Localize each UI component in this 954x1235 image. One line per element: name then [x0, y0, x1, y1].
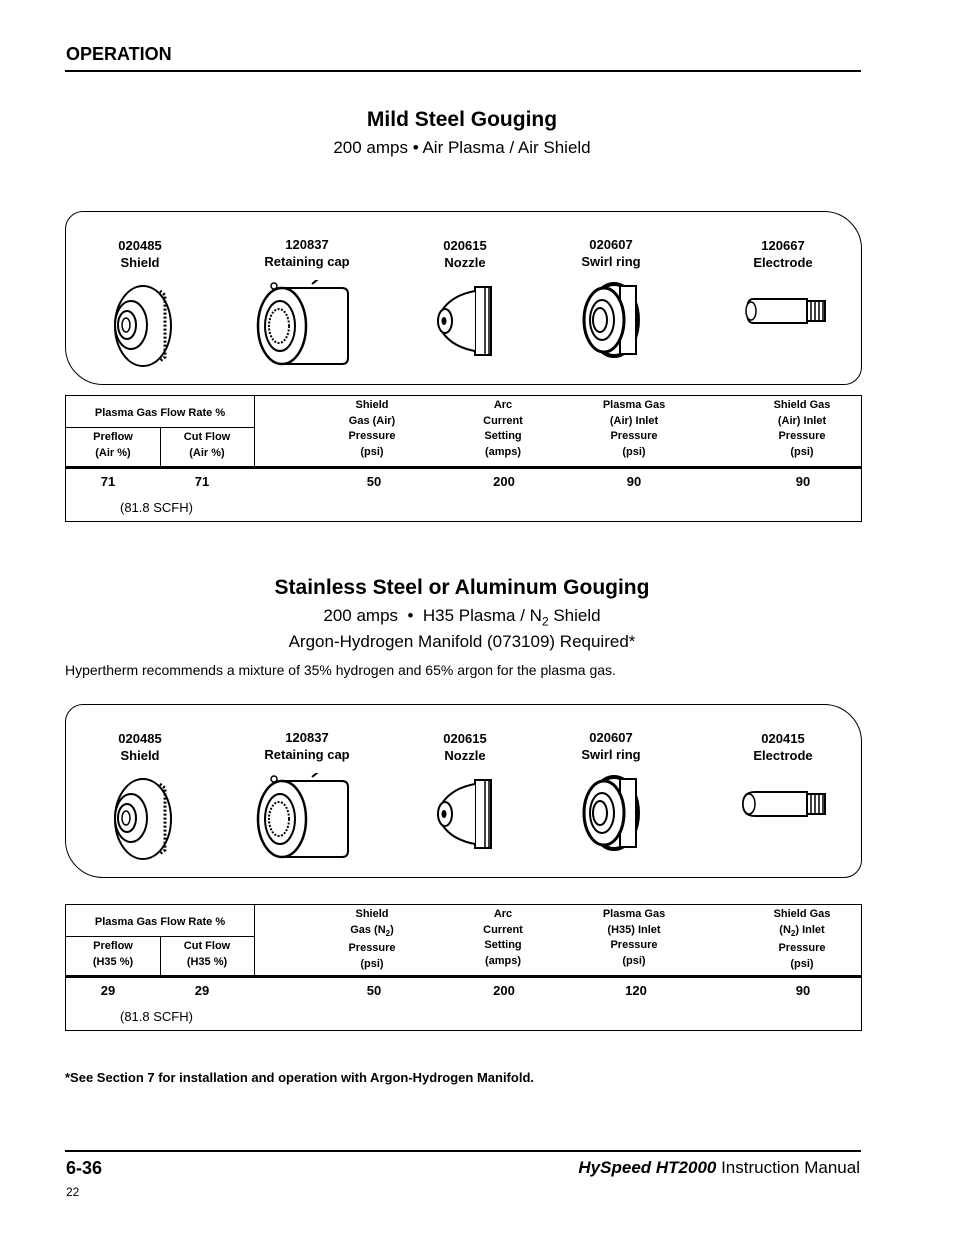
part-number: 020615: [443, 731, 487, 746]
table-divider: [254, 905, 255, 975]
part-name: Nozzle: [444, 255, 486, 270]
table-header-rule: [66, 466, 861, 469]
plasma-gas-header: Plasma Gas (H35) Inlet Pressure (psi): [602, 908, 666, 967]
shield-gas-header: Shield Gas $(N_2)$ Pressure (psi): [348, 908, 396, 970]
manifold-requirement: Argon-Hydrogen Manifold (073109) Required*: [288, 632, 636, 651]
part-number: 120667: [761, 238, 805, 253]
retaining-cap-drawing-icon: [252, 773, 362, 863]
section-header: OPERATION: [66, 44, 172, 64]
cutflow-header: Cut Flow (Air %): [183, 431, 231, 459]
plasma-gas-header: Plasma Gas (Air) Inlet Pressure (psi): [602, 399, 666, 458]
gas-mixture-note: Hypertherm recommends a mixture of 35% hydrogen and 65% argon for the plasma gas.: [65, 662, 616, 678]
preflow-value: 71: [100, 474, 116, 489]
part-number: 020607: [589, 237, 633, 252]
part-number: 120837: [285, 730, 329, 745]
header-rule: [65, 70, 861, 72]
shield-pressure-value: 50: [366, 474, 382, 489]
part-number: 120837: [285, 237, 329, 252]
swirl-ring-drawing-icon: [576, 280, 646, 360]
shield-drawing-icon: [105, 281, 175, 371]
part-name: Electrode: [753, 255, 813, 270]
swirl-ring-drawing-icon: [576, 773, 646, 853]
electrode-drawing-icon: [733, 281, 833, 341]
part-name: Swirl ring: [581, 254, 641, 269]
part-swirl-ring: [551, 729, 671, 853]
part-shield: [80, 730, 200, 864]
shield-gas-inlet-header: Shield Gas (Air) Inlet Pressure (psi): [773, 399, 831, 458]
part-electrode: [723, 730, 843, 834]
nozzle-drawing-icon: [425, 774, 505, 854]
part-swirl-ring: [551, 236, 671, 360]
footer-rule: [65, 1150, 861, 1152]
mild-settings-table: [65, 395, 862, 522]
preflow-header: Preflow (H35 %): [92, 940, 134, 968]
flow-rate-header: Plasma Gas Flow Rate %: [94, 916, 226, 928]
mild-subtitle: 200 amps • Air Plasma / Air Shield: [333, 138, 591, 157]
part-name: Retaining cap: [264, 254, 350, 269]
shield-drawing-icon: [105, 774, 175, 864]
mild-parts-panel: [65, 211, 862, 385]
product-brand: HySpeed HT2000: [578, 1158, 717, 1177]
stainless-subtitle: 200 amps • H35 Plasma / $N_2$ Shield: [323, 606, 601, 629]
arc-current-header: Arc Current Setting (amps): [483, 399, 523, 458]
stainless-settings-table: [65, 904, 862, 1031]
part-electrode: [723, 237, 843, 341]
scfh-note: (81.8 SCFH): [120, 1009, 193, 1024]
cutflow-value: 29: [194, 983, 210, 998]
part-name: Shield: [120, 748, 160, 763]
part-number: 020415: [761, 731, 805, 746]
plasma-pressure-value: 90: [626, 474, 642, 489]
part-number: 020607: [589, 730, 633, 745]
flow-rate-header: Plasma Gas Flow Rate %: [94, 407, 226, 419]
part-name: Electrode: [753, 748, 813, 763]
page-number: 6-36: [66, 1158, 103, 1178]
shield-inlet-value: 90: [795, 474, 811, 489]
arc-current-value: 200: [493, 983, 515, 998]
stainless-title: Stainless Steel or Aluminum Gouging: [274, 576, 650, 599]
part-name: Nozzle: [444, 748, 486, 763]
manual-title: [578, 1158, 860, 1178]
part-number: 020615: [443, 238, 487, 253]
sheet-number: 22: [66, 1185, 80, 1199]
footnote: *See Section 7 for installation and operation with Argon-Hydrogen Manifold.: [65, 1070, 534, 1085]
arc-current-header: Arc Current Setting (amps): [483, 908, 523, 967]
table-header-rule: [66, 975, 861, 978]
shield-gas-inlet-header: Shield Gas $(N_2)$ Inlet Pressure (psi): [773, 908, 831, 970]
electrode-drawing-icon: [733, 774, 833, 834]
stainless-parts-panel: [65, 704, 862, 878]
preflow-header: Preflow (Air %): [93, 431, 133, 459]
shield-inlet-value: 90: [795, 983, 811, 998]
cutflow-header: Cut Flow (H35 %): [183, 940, 231, 968]
part-name: Shield: [120, 255, 160, 270]
preflow-value: 29: [100, 983, 116, 998]
retaining-cap-drawing-icon: [252, 280, 362, 370]
part-retaining-cap: [247, 729, 367, 863]
table-divider: [254, 396, 255, 466]
mild-title: Mild Steel Gouging: [366, 108, 558, 131]
shield-gas-header: Shield Gas (Air) Pressure (psi): [348, 399, 396, 458]
part-number: 020485: [118, 731, 162, 746]
shield-pressure-value: 50: [366, 983, 382, 998]
part-retaining-cap: [247, 236, 367, 370]
plasma-pressure-value: 120: [625, 983, 647, 998]
part-nozzle: [405, 730, 525, 854]
nozzle-drawing-icon: [425, 281, 505, 361]
part-name: Swirl ring: [581, 747, 641, 762]
part-number: 020485: [118, 238, 162, 253]
manual-label: Instruction Manual: [716, 1158, 860, 1177]
part-shield: [80, 237, 200, 371]
part-nozzle: [405, 237, 525, 361]
part-name: Retaining cap: [264, 747, 350, 762]
arc-current-value: 200: [493, 474, 515, 489]
cutflow-value: 71: [194, 474, 210, 489]
scfh-note: (81.8 SCFH): [120, 500, 193, 515]
